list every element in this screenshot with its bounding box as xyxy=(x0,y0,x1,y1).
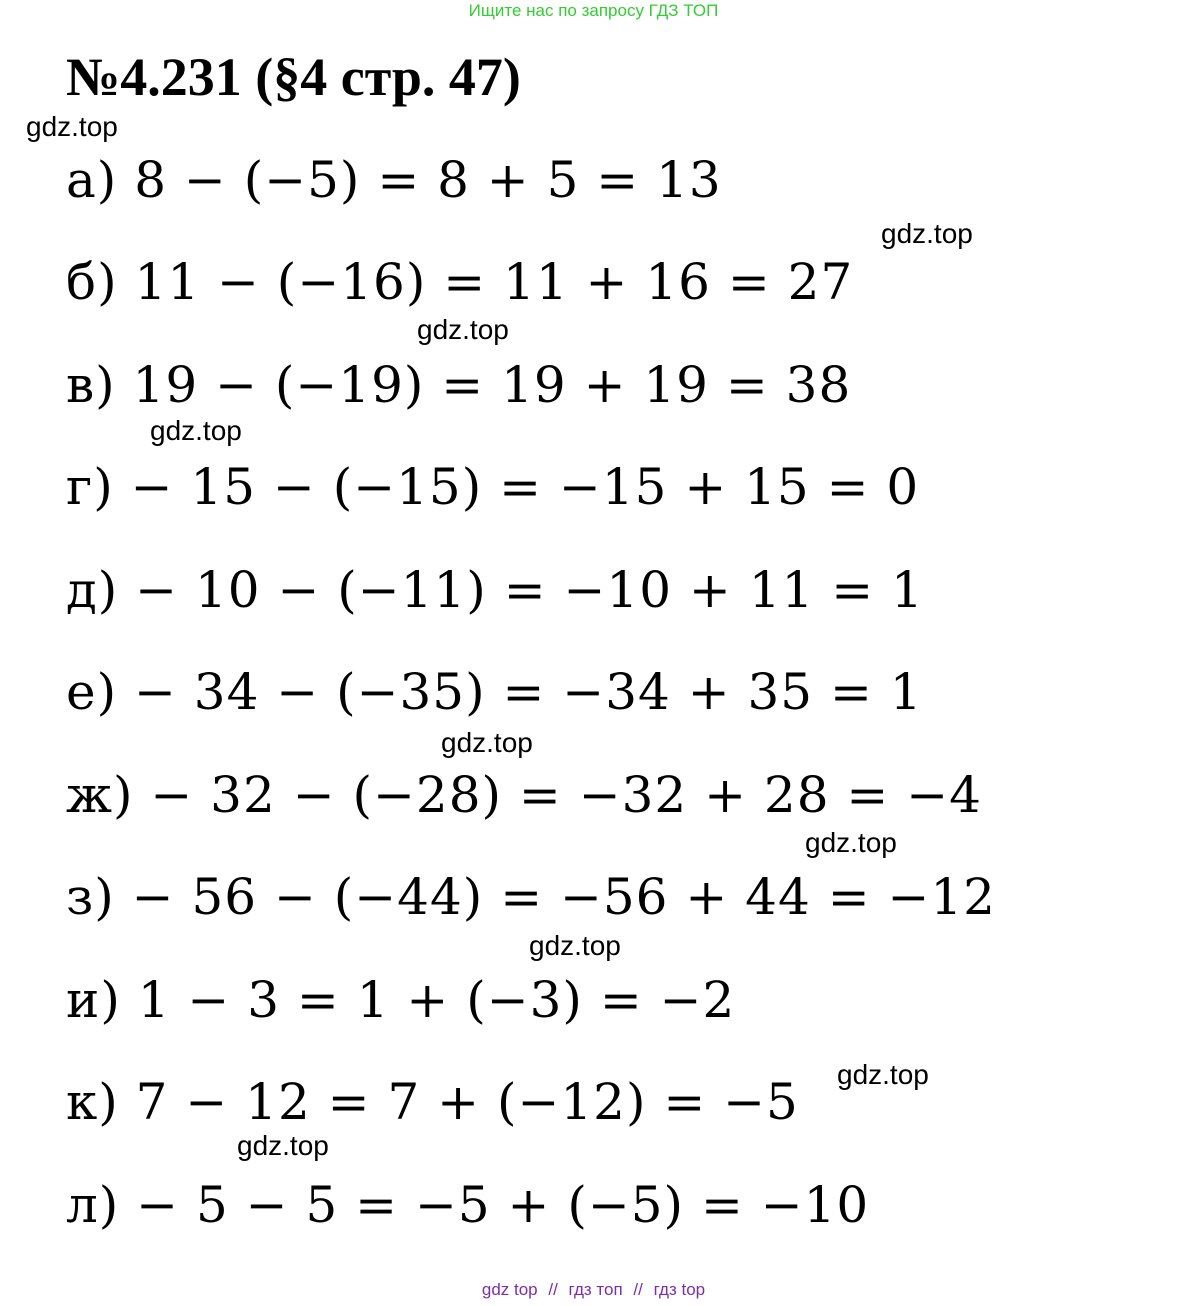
problem-i: и) 1 − 3 = 1 + (−3) = −2 xyxy=(66,971,736,1029)
problem-v: в) 19 − (−19) = 19 + 19 = 38 xyxy=(66,356,852,414)
problem-b: б) 11 − (−16) = 11 + 16 = 27 xyxy=(66,253,854,311)
footer-separator: // xyxy=(548,1280,558,1299)
problem-k: к) 7 − 12 = 7 + (−12) = −5 xyxy=(66,1073,799,1131)
watermark: gdz.top xyxy=(837,1059,929,1090)
footer-link-gdz-top[interactable]: gdz top xyxy=(481,1280,538,1299)
problem-zh: ж) − 32 − (−28) = −32 + 28 = −4 xyxy=(66,766,982,824)
problem-d: д) − 10 − (−11) = −10 + 11 = 1 xyxy=(66,561,924,619)
problem-g: г) − 15 − (−15) = −15 + 15 = 0 xyxy=(66,458,920,516)
watermark: gdz.top xyxy=(529,930,621,961)
watermark: gdz.top xyxy=(441,727,533,758)
problem-z: з) − 56 − (−44) = −56 + 44 = −12 xyxy=(66,868,996,926)
watermark: gdz.top xyxy=(805,827,897,858)
watermark: gdz.top xyxy=(417,314,509,345)
problem-l: л) − 5 − 5 = −5 + (−5) = −10 xyxy=(66,1176,870,1234)
footer-links xyxy=(0,1279,1187,1301)
page-title: №4.231 (§4 стр. 47) xyxy=(66,47,521,107)
watermark: gdz.top xyxy=(237,1130,329,1161)
footer-separator: // xyxy=(633,1280,643,1299)
watermark: gdz.top xyxy=(150,415,242,446)
problem-a: а) 8 − (−5) = 8 + 5 = 13 xyxy=(66,151,722,209)
problem-e: е) − 34 − (−35) = −34 + 35 = 1 xyxy=(66,663,923,721)
top-banner[interactable]: Ищите нас по запросу ГДЗ ТОП xyxy=(468,1,719,20)
watermark: gdz.top xyxy=(26,111,118,142)
footer-link-gdz-top-mixed[interactable]: гдз top xyxy=(653,1280,706,1299)
watermark: gdz.top xyxy=(881,218,973,249)
footer-link-gdz-top-ru[interactable]: гдз топ xyxy=(568,1280,623,1299)
